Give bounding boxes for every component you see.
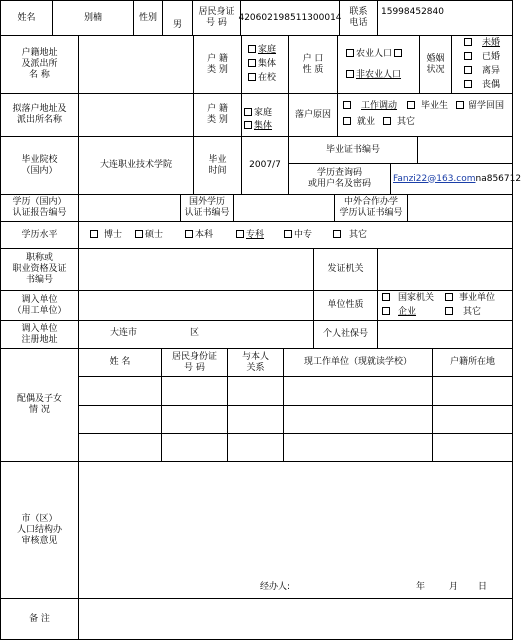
handler-label: 经办人: [260,582,291,592]
reason-option-other[interactable]: 其它 [383,117,415,128]
checkbox-icon [244,121,252,129]
checkbox-icon [248,73,256,81]
marriage-label: 婚姻 状况 [419,35,452,94]
title-cert-value [78,248,314,291]
family-cell [161,433,228,462]
foreign-cert-label: 国外学历 认证书编号 [180,194,234,222]
edu-option-doctor[interactable]: 博士 [90,230,122,241]
checkbox-icon [236,230,244,238]
unit-option-other[interactable]: 其它 [445,307,481,318]
family-cell [161,376,228,406]
marriage-option[interactable]: 丧偶 [464,80,500,91]
checkbox-icon [185,230,193,238]
employer-label: 调入单位 （用工单位） [0,290,79,321]
gender-value: 男 [162,0,193,36]
reason-option-graduate[interactable]: 毕业生 [407,101,448,112]
huji-type-option[interactable]: 家庭 [248,45,276,56]
checkbox-icon [394,49,402,57]
hukou-nature-option[interactable]: 农业人口 [346,49,404,60]
huji-type-label: 户 籍 类 别 [193,35,242,94]
name-label: 姓名 [0,0,53,36]
family-header-name: 姓 名 [78,348,162,377]
checkbox-icon [284,230,292,238]
edu-option-master[interactable]: 硕士 [135,230,163,241]
query-label: 学历查询码 或用户名及密码 [288,163,391,195]
hukou-nature-option[interactable]: 非农业人口 [346,70,401,81]
checkbox-icon [382,307,390,315]
review-value [78,461,513,599]
family-cell [78,405,162,434]
marriage-option[interactable]: 已婚 [464,52,500,63]
cert-no-label: 毕业证书编号 [288,136,418,164]
joint-cert-label: 中外合作办学 学历认证书编号 [334,194,408,222]
hukou-nature-label: 户 口 性 质 [288,35,338,94]
checkbox-icon [456,101,464,109]
issuer-label: 发证机关 [313,248,378,291]
edu-level-label: 学历水平 [0,221,79,249]
school-label: 毕业院校 （国内） [0,136,79,195]
joint-cert-value [407,194,513,222]
settle-address-value [78,93,194,137]
family-header-id: 居民身份证 号 码 [161,348,228,377]
family-cell [283,405,433,434]
remark-label: 备 注 [0,598,79,640]
edu-option-bachelor[interactable]: 本科 [185,230,213,241]
family-header-relation: 与本人 关系 [227,348,284,377]
review-label: 市（区） 人口结构办 审核意见 [0,461,79,599]
name-value: 别楠 [52,0,134,36]
checkbox-icon [90,230,98,238]
contact-label: 联系 电话 [339,0,378,36]
grad-time-value: 2007/7 [241,136,289,195]
cert-no-value [417,136,513,164]
hukou-nature-options [337,35,420,94]
reason-option-transfer[interactable]: 工作调动 [343,101,397,112]
remark-value [78,598,513,640]
family-cell [227,376,284,406]
contact-value: 15998452840 [377,0,513,36]
reg-city: 大连市 [110,328,138,338]
settle-huji-type-option[interactable]: 家庭 [244,108,272,119]
checkbox-icon [244,108,252,116]
checkbox-icon [464,38,472,46]
issuer-value [377,248,513,291]
checkbox-icon [445,293,453,301]
reason-label: 落户原因 [288,93,338,137]
checkbox-icon [333,230,341,238]
family-label: 配偶及子女 情 况 [0,348,79,462]
checkbox-icon [464,52,472,60]
checkbox-icon [248,59,256,67]
review-day: 日 [478,582,488,592]
id-value: 420602198511300014 [240,0,340,36]
family-cell [432,405,513,434]
reason-option-returnee[interactable]: 留学回国 [456,101,504,112]
gender-label: 性别 [133,0,163,36]
checkbox-icon [464,80,472,88]
domestic-cert-value [78,194,181,222]
query-password: na856712 [475,173,521,184]
edu-option-other[interactable]: 其它 [333,230,367,241]
domestic-cert-label: 学历（国内） 认证报告编号 [0,194,79,222]
employer-value [78,290,314,321]
settle-address-label: 拟落户地址及 派出所名称 [0,93,79,137]
review-month: 月 [449,582,459,592]
checkbox-icon [343,117,351,125]
checkbox-icon [407,101,415,109]
checkbox-icon [346,70,354,78]
unit-option-government[interactable]: 国家机关 [382,293,434,304]
family-cell [432,376,513,406]
reg-district: 区 [190,328,200,338]
family-cell [78,376,162,406]
family-cell [227,405,284,434]
checkbox-icon [135,230,143,238]
marriage-option[interactable]: 离异 [464,66,500,77]
reason-option-employment[interactable]: 就业 [343,117,375,128]
huji-address-value [78,35,194,94]
family-cell [227,433,284,462]
unit-option-institution[interactable]: 事业单位 [445,293,495,304]
family-cell [283,376,433,406]
checkbox-icon [464,66,472,74]
family-cell [432,433,513,462]
huji-type-option[interactable]: 集体 [248,59,276,70]
id-label: 居民身证 号 码 [192,0,241,36]
foreign-cert-value [233,194,335,222]
huji-type-option[interactable]: 在校 [248,73,276,84]
reason-options [337,93,513,137]
family-cell [283,433,433,462]
settle-huji-type-label: 户 籍 类 别 [193,93,242,137]
school-value: 大连职业技术学院 [78,136,194,195]
query-email-link[interactable]: Fanzi22@163.com [393,173,476,184]
checkbox-icon [346,49,354,57]
social-security-label: 个人社保号 [313,320,378,349]
review-year: 年 [416,582,426,592]
reg-address-label: 调入单位 注册地址 [0,320,79,349]
title-cert-label: 职称或 职业资格及证 书编号 [0,248,79,291]
huji-address-label: 户籍地址 及派出所 名 称 [0,35,79,94]
family-header-workplace: 现工作单位（现就读学校） [283,348,433,377]
unit-nature-label: 单位性质 [313,290,378,321]
grad-time-label: 毕业 时间 [193,136,242,195]
checkbox-icon [343,101,351,109]
checkbox-icon [248,45,256,53]
family-header-huji: 户籍所在地 [432,348,513,377]
checkbox-icon [383,117,391,125]
family-cell [78,433,162,462]
marriage-option[interactable]: 未婚 [464,38,500,49]
settle-huji-type-option[interactable]: 集体 [244,121,272,132]
social-security-value [377,320,513,349]
edu-option-secondary[interactable]: 中专 [284,230,312,241]
checkbox-icon [382,293,390,301]
query-value [390,163,521,195]
family-cell [161,405,228,434]
edu-option-college[interactable]: 专科 [236,230,264,241]
checkbox-icon [445,307,453,315]
unit-option-enterprise[interactable]: 企业 [382,307,416,318]
